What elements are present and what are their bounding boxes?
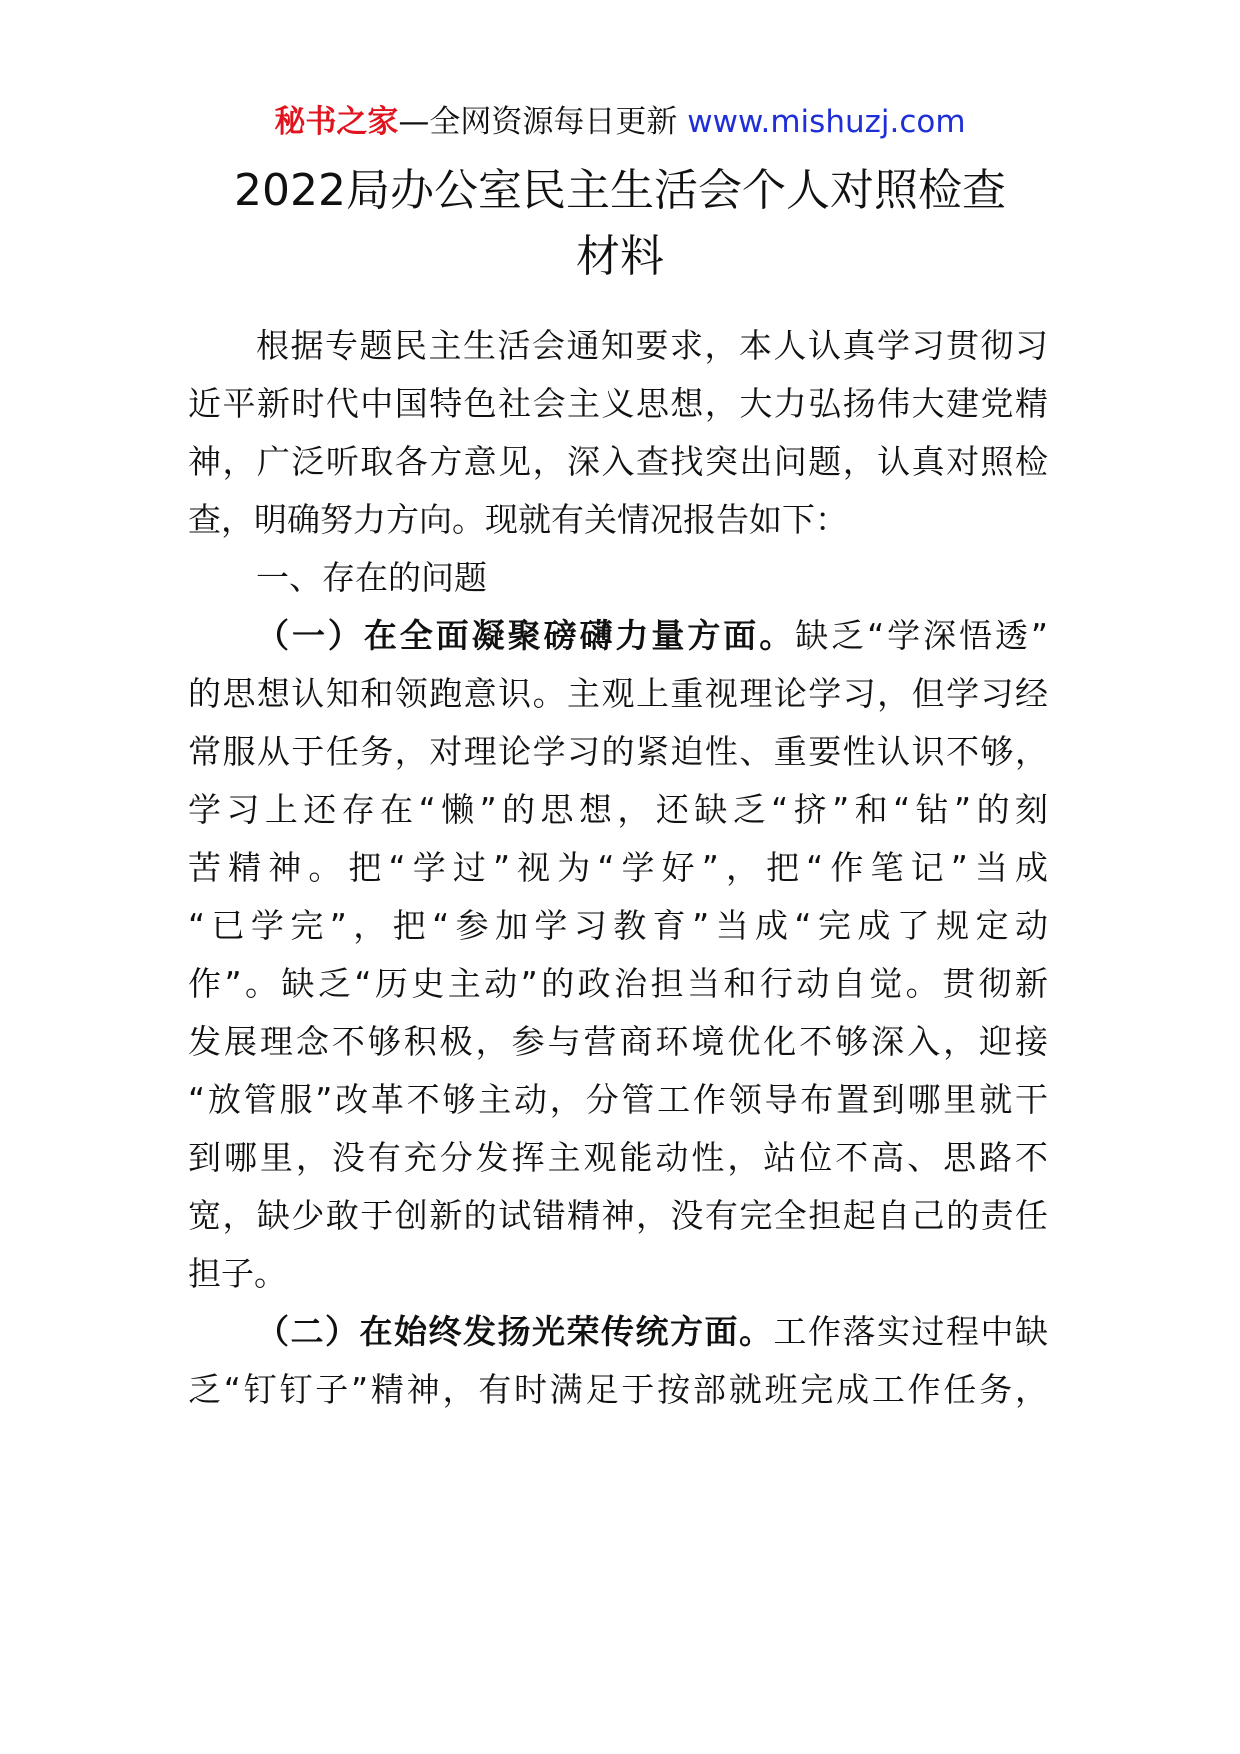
- item-1-lead: （一）在全面凝聚磅礴力量方面。: [256, 616, 796, 655]
- item-1-first-rest: 缺乏“学深悟透”: [795, 616, 1048, 655]
- document-title-line-2: 材料: [576, 231, 664, 282]
- item-1-first-line: [188, 603, 1048, 668]
- item-1-line: 学习上还存在“懒”的思想，还缺乏“挤”和“钻”的刻: [188, 790, 1048, 829]
- brand-name: 秘书之家: [274, 104, 399, 140]
- item-2-lead: （二）在始终发扬光荣传统方面。: [256, 1312, 774, 1351]
- item-1-line: “放管服”改革不够主动，分管工作领导布置到哪里就干: [188, 1080, 1048, 1119]
- item-1-line: 的思想认知和领跑意识。主观上重视理论学习，但学习经: [188, 674, 1048, 713]
- item-1-line: 常服从于任务，对理论学习的紧迫性、重要性认识不够，: [188, 732, 1048, 771]
- item-1-line: 作”。缺乏“历史主动”的政治担当和行动自觉。贯彻新: [188, 964, 1048, 1003]
- item-1-line: 发展理念不够积极，参与营商环境优化不够深入，迎接: [188, 1022, 1048, 1061]
- document-title-line-1: 2022局办公室民主生活会个人对照检查: [234, 165, 1006, 216]
- item-1-line: “已学完”，把“参加学习教育”当成“完成了规定动: [188, 906, 1048, 945]
- header-tagline: —全网资源每日更新: [398, 104, 678, 140]
- item-1-line: 到哪里，没有充分发挥主观能动性，站位不高、思路不: [188, 1138, 1048, 1177]
- item-1-line: 苦精神。把“学过”视为“学好”，把“作笔记”当成: [188, 848, 1048, 887]
- item-2-first-line: [188, 1299, 1048, 1364]
- section-heading: 一、存在的问题: [256, 558, 487, 597]
- site-header: [0, 100, 1240, 144]
- item-1-line: 宽，缺少敢于创新的试错精神，没有完全担起自己的责任: [188, 1196, 1048, 1235]
- intro-line: 近平新时代中国特色社会主义思想，大力弘扬伟大建党精: [188, 384, 1048, 423]
- intro-line: 查，明确努力方向。现就有关情况报告如下：: [188, 500, 848, 539]
- item-2-first-rest: 工作落实过程中缺: [773, 1312, 1048, 1351]
- site-url-link[interactable]: www.mishuzj.com: [687, 104, 966, 140]
- item-1-line: 担子。: [188, 1254, 287, 1293]
- intro-line: 神，广泛听取各方意见，深入查找突出问题，认真对照检: [188, 442, 1048, 481]
- item-2-line: 乏“钉钉子”精神，有时满足于按部就班完成工作任务，: [188, 1370, 1048, 1409]
- intro-line: 根据专题民主生活会通知要求，本人认真学习贯彻习: [256, 326, 1048, 365]
